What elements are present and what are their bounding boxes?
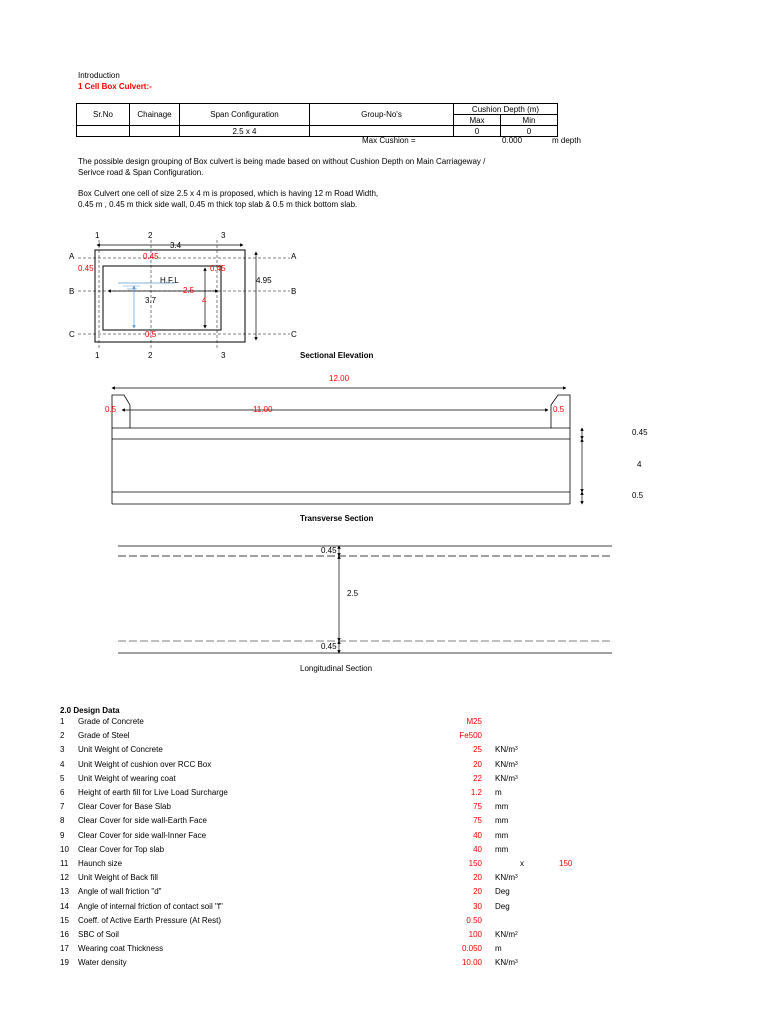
design-data-unit: mm (495, 830, 509, 840)
design-data-value: 10.00 (461, 958, 482, 968)
design-data-label: Unit Weight of Concrete (78, 745, 163, 755)
design-data-no: 3 (60, 745, 65, 755)
longitudinal-section-title: Longitudinal Section (300, 664, 373, 673)
design-data-unit: m (495, 944, 502, 954)
design-data-value: 20 (473, 873, 482, 883)
max-cushion-value: 0.000 (502, 136, 523, 145)
header-min: Min (501, 115, 558, 126)
intro-heading: Introduction (78, 71, 120, 80)
total-width-label: 12.00 (329, 374, 350, 383)
design-data-value: 22 (473, 773, 482, 783)
top-slab-label: 0.45 (143, 252, 159, 261)
design-data-label: Grade of Concrete (78, 717, 144, 726)
design-data-no: 13 (60, 887, 69, 897)
design-data-no: 8 (60, 816, 65, 826)
row-label-c-right: C (291, 330, 297, 339)
design-data-label: Clear Cover for Base Slab (78, 802, 171, 812)
design-data-unit: Deg (495, 901, 510, 911)
cell-span: 2.5 x 4 (180, 126, 310, 137)
left-kerb-label: 0.5 (105, 405, 117, 414)
header-chainage: Chainage (130, 104, 180, 126)
sectional-elevation-title: Sectional Elevation (300, 351, 374, 360)
design-data-unit: mm (495, 844, 509, 854)
overall-width-label: 3.4 (170, 241, 182, 250)
hfl-height-label: 3.7 (145, 296, 157, 305)
max-cushion-unit: m depth (552, 136, 581, 145)
design-data-unit: $KN/m^3$ (495, 873, 518, 883)
design-data-no: 2 (60, 731, 65, 741)
design-data-no: 7 (60, 802, 65, 812)
design-data-heading: 2.0 Design Data (60, 706, 120, 715)
design-data-no: 19 (60, 958, 69, 968)
design-data-value: 30 (473, 901, 482, 911)
design-data-value: Fe500 (459, 731, 482, 741)
left-wall-label: 0.45 (78, 264, 94, 273)
design-data-label: Angle of wall friction "d" (78, 887, 162, 897)
col-label-3-top: 3 (221, 231, 226, 240)
paragraph-1-line-2: Serivce road & Span Configuration. (78, 168, 204, 177)
paragraph-2-line-2: 0.45 m , 0.45 m thick side wall, 0.45 m thick top slab & 0.5 m thick bottom slab. (78, 200, 358, 209)
carriageway-label: 11.00 (253, 405, 273, 414)
design-data-label: Angle of internal friction of contact soil "f" (78, 901, 223, 911)
paragraph-2-line-1: Box Culvert one cell of size 2.5 x 4 m is proposed, which is having 12 m Road Width, (78, 189, 379, 198)
col-label-3-bottom: 3 (221, 351, 226, 360)
col-label-1-bottom: 1 (95, 351, 100, 360)
design-data-value: 75 (473, 802, 482, 812)
sectional-elevation (78, 240, 290, 350)
design-data-label: Coeff. of Active Earth Pressure (At Rest) (78, 915, 222, 925)
design-data-label: SBC of Soil (78, 930, 119, 939)
design-data-unit: $KN/m^2$ (495, 930, 518, 939)
design-data-no: 10 (60, 844, 69, 854)
header-cushion: Cushion Depth (m) (454, 104, 558, 115)
trans-clear-height-label: 4 (637, 460, 642, 469)
cell-max: 0 (454, 126, 501, 137)
design-data-label: Unit Weight of Back fill (78, 873, 158, 883)
design-data-unit: mm (495, 816, 509, 826)
row-label-a-left: A (69, 252, 75, 261)
design-data-unit: $KN/m^3$ (495, 759, 518, 769)
design-data-unit: $KN/m^3$ (495, 958, 518, 968)
clear-height-label: 4 (202, 296, 207, 305)
design-data-label: Water density (78, 958, 127, 968)
design-data-no: 14 (60, 901, 69, 911)
design-data-unit: mm (495, 802, 509, 812)
hfl-label: H.F.L (160, 276, 179, 285)
long-top-slab-label: 0.45 (321, 546, 337, 555)
row-label-b-left: B (69, 287, 75, 296)
design-data-label: Unit Weight of wearing coat (78, 773, 176, 783)
col-label-1-top: 1 (95, 231, 100, 240)
design-data-label: Clear Cover for side wall-Earth Face (78, 816, 207, 826)
right-wall-label: 0.45 (210, 264, 226, 273)
design-data-unit: Deg (495, 887, 510, 897)
design-data-label: Grade of Steel (78, 731, 130, 741)
col-label-2-top: 2 (148, 231, 153, 240)
design-data-value: M25 (466, 717, 482, 726)
header-group: Group-No's (310, 104, 454, 126)
design-data-value: 0.50 (466, 915, 482, 925)
design-data-no: 4 (60, 759, 65, 769)
design-data-unit: x (520, 859, 524, 868)
overall-height-label: 4.95 (256, 276, 272, 285)
bottom-slab-label: 0.5 (145, 330, 157, 339)
design-data-no: 12 (60, 873, 69, 883)
design-data-no: 17 (60, 944, 69, 954)
col-label-2-bottom: 2 (148, 351, 153, 360)
design-data-label: Unit Weight of cushion over RCC Box (78, 759, 212, 769)
transverse-section (112, 388, 582, 504)
clear-span-label: 2.5 (183, 286, 195, 295)
design-data-value: 100 (468, 930, 482, 939)
design-data-value: 150 (468, 859, 482, 868)
header-span: Span Configuration (180, 104, 310, 126)
design-data-unit: $KN/m^3$ (495, 745, 518, 755)
design-data-no: 1 (60, 717, 65, 726)
design-data-value: 20 (473, 887, 482, 897)
design-data-unit: $KN/m^3$ (495, 773, 518, 783)
design-data-extra: 150 (559, 859, 573, 868)
design-data-value: 40 (473, 830, 482, 840)
header-srno: Sr.No (77, 104, 130, 126)
design-data-label: Haunch size (78, 859, 123, 868)
design-data-label: Wearing coat Thickness (78, 944, 164, 954)
header-max: Max (454, 115, 501, 126)
long-bottom-slab-label: 0.45 (321, 642, 337, 651)
design-data-value: 40 (473, 844, 482, 854)
long-clear-span-label: 2.5 (347, 589, 359, 598)
design-data-label: Height of earth fill for Live Load Surcharge (78, 788, 228, 797)
design-data-value: 1.2 (470, 788, 482, 797)
design-data-no: 16 (60, 930, 69, 939)
trans-top-slab-label: 0.45 (632, 428, 648, 437)
row-label-a-right: A (291, 252, 297, 261)
design-data-no: 5 (60, 773, 65, 783)
paragraph-1-line-1: The possible design grouping of Box culvert is being made based on without Cushion Depth on Main Carriageway / (78, 157, 486, 166)
right-kerb-label: 0.5 (553, 405, 565, 414)
cell-min: 0 (501, 126, 558, 137)
design-data-value: 25 (473, 745, 482, 755)
design-data-value: 20 (473, 759, 482, 769)
row-label-b-right: B (291, 287, 297, 296)
design-data-unit: m (495, 788, 502, 797)
design-data-no: 15 (60, 915, 69, 925)
design-data-no: 11 (60, 859, 69, 868)
design-data-value: 75 (473, 816, 482, 826)
design-data-label: Clear Cover for Top slab (78, 844, 165, 854)
longitudinal-section (118, 546, 612, 653)
design-data-label: Clear Cover for side wall-Inner Face (78, 830, 207, 840)
design-data-value: 0.050 (461, 944, 482, 954)
max-cushion-label: Max Cushion = (362, 136, 416, 145)
design-data-no: 9 (60, 830, 65, 840)
transverse-section-title: Transverse Section (300, 514, 374, 523)
intro-subheading: 1 Cell Box Culvert:- (78, 82, 152, 91)
trans-bottom-slab-label: 0.5 (632, 491, 644, 500)
row-label-c-left: C (69, 330, 75, 339)
design-data-no: 6 (60, 788, 65, 797)
